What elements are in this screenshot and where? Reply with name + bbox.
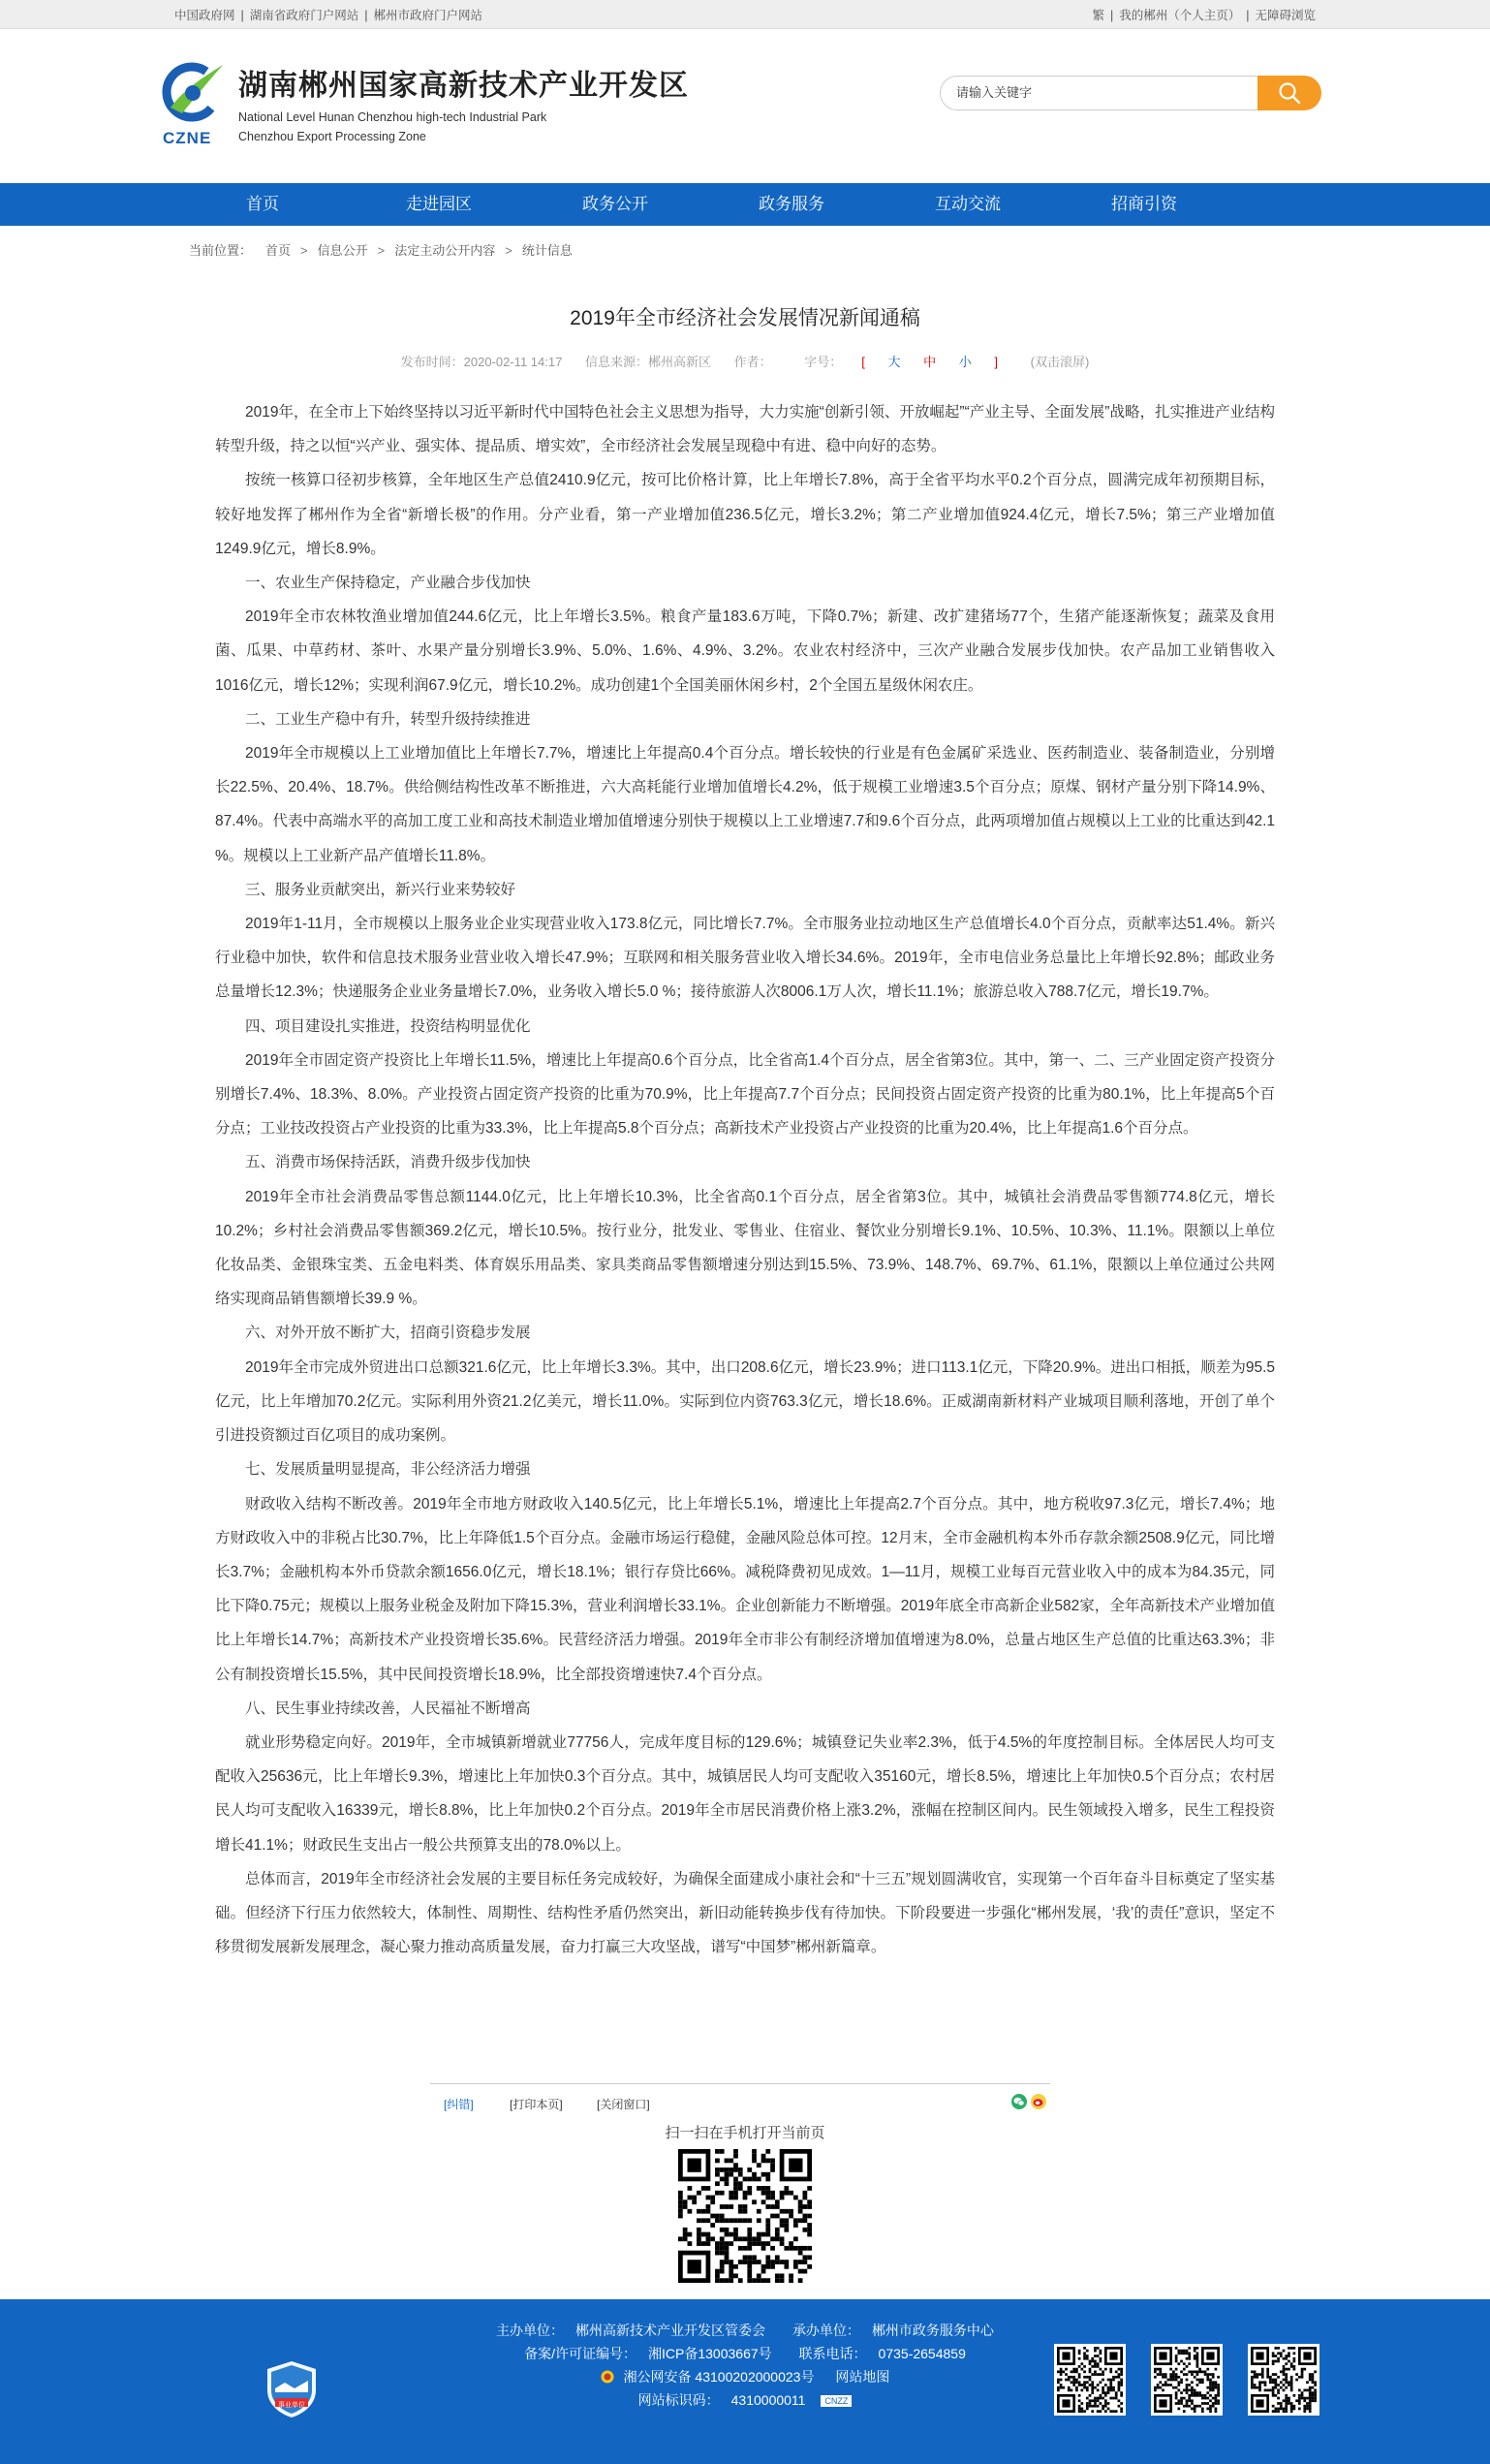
site-footer — [0, 2299, 1490, 2464]
site-id: 4310000011 — [730, 2392, 806, 2408]
top-bar — [0, 0, 1490, 29]
sitemap-link[interactable]: 网站地图 — [835, 2369, 890, 2385]
font-size-control: 字号： [ 大 中 小 ] — [804, 355, 999, 369]
article-paragraph: 就业形势稳定向好。2019年，全市城镇新增就业77756人，完成年度目标的129.6%；城镇登记失业率2.3%，低于4.5%的年度控制目标。全体居民人均可支配收入25636元，比上年增长9.3%，增速比上年加快0.3个百分点。其中，城镇居民人均可支配收入35160元，增长8.5%，增速比上年加快0.5个百分点；农村居民人均可支配收入16339元，增长8.8%，比上年加快0.2个百分点。2019年全市居民消费价格上涨3.2%，涨幅在控制区间内。民生领域投入增多，民生工程投资增长41.1%；财政民生支出占一般公共预算支出的78.0%以上。 — [215, 1733, 1275, 1854]
qr-code-icon — [1154, 2347, 1220, 2413]
article-paragraph: 二、工业生产稳中有升，转型升级持续推进 — [245, 710, 531, 728]
accessibility-link[interactable]: 无障碍浏览 — [1255, 9, 1316, 22]
scroll-hint: (双击滚屏) — [1030, 355, 1090, 369]
qr-code-icon — [678, 2149, 812, 2283]
article-paragraph: 五、消费市场保持活跃，消费升级步伐加快 — [245, 1154, 531, 1171]
article-paragraph: 2019年全市完成外贸进出口总额321.6亿元，比上年增长3.3%。其中，出口208.6亿元，增长23.9%；进口113.1亿元，下降20.9%。进出口相抵，顺差为95.5亿元，比上年增加70.2亿元。实际利用外资21.2亿美元，增长11.0%。实际到位内资763.3亿元，增长18.6%。正威湖南新材料产业城项目顺利落地，开创了单个引进投资额过百亿项目的成功案例。 — [215, 1358, 1276, 1445]
article-paragraph: 2019年1-11月，全市规模以上服务业企业实现营业收入173.8亿元，同比增长7.7%。全市服务业拉动地区生产总值增长4.0个百分点，贡献率达51.4%。新兴行业稳中加快，软件和信息技术服务业营业收入增长47.9%；互联网和相关服务营业收入增长34.6%。2019年，全市电信业务总量比上年增长92.8%；邮政业务总量增长12.3%；快递服务企业业务量增长7.0%，业务收入增长5.0 %；接待旅游人次8006.1万人次，增长11.1%；旅游总收入788.7亿元，增长19.7%。 — [215, 916, 1275, 1001]
page-qr-code — [678, 2149, 812, 2283]
logo-text: CZNE — [163, 129, 212, 147]
nav-about-park[interactable]: 走进园区 — [406, 195, 472, 213]
article-paragraph: 2019年全市规模以上工业增加值比上年增长7.7%，增速比上年提高0.4个百分点。增长较快的行业是有色金属矿采选业、医药制造业、装备制造业，分别增长22.5%、20.4%、18.7%。供给侧结构性改革不断推进，六大高耗能行业增加值增长4.2%，低于规模工业增速3.5个百分点；原煤、钢材产量分别下降14.9%、87.4%。代表中高端水平的高加工度工业和高技术制造业增加值增速分别快于规模以上工业增速7.7和9.6个百分点，此两项增加值占规模以上工业的比重达到42.1 %。规模以上工业新产品产值增长11.8%。 — [215, 745, 1275, 864]
font-small-button[interactable]: 小 — [958, 355, 972, 369]
site-logo[interactable] — [161, 59, 225, 156]
article-paragraph: 财政收入结构不断改善。2019年全市地方财政收入140.5亿元，比上年增长5.1%，增速比上年提高2.7个百分点。其中，地方税收97.3亿元，增长7.4%；地方财政收入中的非税占比30.7%，比上年降低1.5个百分点。金融市场运行稳健，金融风险总体可控。12月末，全市金融机构本外币存款余额2508.9亿元，同比增长3.7%；金融机构本外币贷款余额1656.0亿元，增长18.1%；银行存贷比66%。减税降费初见成效。1—11月，规模工业每百元营业收入中的成本为84.35元，同比下降0.75元；规模以上服务业税金及附加下降15.3%，营业利润增长33.1%。企业创新能力不断增强。2019年底全市高新企业582家，全年高新技术产业增加值比上年增长14.7%；高新技术产业投资增长35.6%。民营经济活力增强。2019年全市非公有制经济增加值增速为8.0%，总量占地区生产总值的比重达63.3%；非公有制投资增长15.5%，其中民间投资增长18.9%，比全部投资增速快7.4个百分点。 — [215, 1495, 1275, 1683]
article-paragraph: 一、农业生产保持稳定，产业融合步伐加快 — [245, 575, 531, 592]
contact-phone: 0735-2654859 — [878, 2346, 966, 2361]
article-paragraph: 四、项目建设扎实推进，投资结构明显优化 — [245, 1017, 531, 1035]
link-chenzhou-gov[interactable]: 郴州市政府门户网站 — [373, 9, 483, 22]
weibo-share-icon[interactable] — [1031, 2094, 1046, 2109]
footer-qr-2 — [1151, 2344, 1223, 2416]
font-medium-button[interactable]: 中 — [923, 355, 937, 369]
site-title-en-1: National Level Hunan Chenzhou high-tech Industrial Park — [238, 110, 547, 124]
cnzz-badge[interactable]: CNZZ — [821, 2395, 852, 2407]
police-record[interactable]: 湘公网安备 43100202000023号 — [623, 2369, 815, 2385]
footer-info: 主办单位： 郴州高新技术产业开发区管委会 承办单位： 郴州市政务服务中心 备案/许可证编号： 湘ICP备13003667号 联系电话： 0735-2654859 湘公网安备 43100202000023号 网站地图 网站标识码： 4310000011 CNZZ — [496, 2323, 994, 2408]
top-left-links: 中国政府网 | 湖南省政府门户网站 | 郴州市政府门户网站 — [174, 9, 483, 22]
font-large-button[interactable]: 大 — [887, 355, 901, 369]
qr-caption: 扫一扫在手机打开当前页 — [665, 2125, 825, 2141]
search-icon — [1277, 80, 1302, 106]
breadcrumb-statutory[interactable]: 法定主动公开内容 — [394, 243, 496, 258]
print-button[interactable]: [打印本页] — [510, 2098, 563, 2111]
search-input[interactable]: 请输入关键字 — [940, 76, 1259, 110]
article-content — [215, 395, 1275, 1964]
site-header — [0, 30, 1490, 183]
breadcrumb-label: 当前位置： — [189, 243, 253, 258]
article-paragraph: 七、发展质量明显提高，非公经济活力增强 — [245, 1461, 531, 1479]
publish-time: 发布时间：2020-02-11 14:17 — [400, 355, 563, 369]
site-title — [238, 61, 689, 146]
article-title: 2019年全市经济社会发展情况新闻通稿 — [570, 307, 920, 329]
article-paragraph: 六、对外开放不断扩大，招商引资稳步发展 — [245, 1325, 531, 1342]
article-paragraph: 八、民生事业持续改善，人民福祉不断增高 — [245, 1700, 531, 1717]
breadcrumb-home[interactable]: 首页 — [265, 243, 292, 258]
nav-investment[interactable]: 招商引资 — [1111, 195, 1177, 213]
article-paragraph: 总体而言，2019年全市经济社会发展的主要目标任务完成较好，为确保全面建成小康社会和“十三五”规划圆满收官，实现第一个百年奋斗目标奠定了坚实基础。但经济下行压力依然较大，体制性、周期性、结构性矛盾仍然突出，新旧动能转换步伐有待加快。下阶段要进一步强化“郴州发展，‘我’的责任”意识，坚定不移贯彻发展新发展理念，凝心聚力推动高质量发展，奋力打赢三大攻坚战，谱写“中国梦”郴州新篇章。 — [215, 1870, 1275, 1956]
nav-gov-affairs-open[interactable]: 政务公开 — [582, 195, 648, 213]
breadcrumb: 当前位置： 首页 > 信息公开 > 法定主动公开内容 > 统计信息 — [189, 243, 573, 258]
article-paragraph: 三、服务业贡献突出，新兴行业来势较好 — [245, 881, 516, 898]
correct-button[interactable]: [纠错] — [444, 2098, 474, 2111]
footer-qr-1 — [1054, 2344, 1126, 2416]
main-nav — [0, 183, 1490, 226]
undertake-unit: 郴州市政务服务中心 — [871, 2323, 994, 2338]
article-paragraph: 2019年全市社会消费品零售总额1144.0亿元，比上年增长10.3%，比全省高0.1个百分点，居全省第3位。其中，城镇社会消费品零售额774.8亿元，增长10.2%；乡村社会消费品零售额369.2亿元，增长10.5%。按行业分，批发业、零售业、住宿业、餐饮业分别增长9.1%、10.5%、10.3%、11.1%。限额以上单位化妆品类、金银珠宝类、五金电料类、体育娱乐用品类、家具类商品零售额增速分别达到15.5%、73.9%、148.7%、69.7%、61.1%，限额以上单位通过公共网络实现商品销售额增长39.9 %。 — [215, 1188, 1275, 1308]
breadcrumb-info-open[interactable]: 信息公开 — [317, 243, 368, 258]
close-window-button[interactable]: [关闭窗口] — [597, 2098, 650, 2111]
article-paragraph: 2019年全市农林牧渔业增加值244.6亿元，比上年增长3.5%。粮食产量183.6万吨，下降0.7%；新建、改扩建猪场77个，生猪产能逐渐恢复；蔬菜及食用菌、瓜果、中草药材、茶叶、水果产量分别增长3.9%、5.0%、1.6%、4.9%、3.2%。农业农村经济中，三次产业融合发展步伐加快。农产品加工业销售收入1016亿元，增长12%；实现利润67.9亿元，增长10.2%。成功创建1个全国美丽休闲乡村，2个全国五星级休闲农庄。 — [215, 608, 1275, 694]
search-button[interactable] — [1257, 76, 1321, 110]
czne-logo-icon — [161, 59, 225, 127]
link-hunan-gov[interactable]: 湖南省政府门户网站 — [249, 9, 359, 22]
share-icons — [1011, 2094, 1046, 2109]
traditional-chinese-link[interactable]: 繁 — [1092, 9, 1104, 22]
host-unit: 郴州高新技术产业开发区管委会 — [575, 2323, 766, 2338]
wechat-share-icon[interactable] — [1011, 2094, 1027, 2109]
author: 作者： — [733, 355, 772, 369]
nav-interaction[interactable]: 互动交流 — [935, 195, 1001, 213]
qr-code-icon — [1057, 2347, 1123, 2413]
link-gov-cn[interactable]: 中国政府网 — [174, 9, 235, 22]
top-right-links: 繁 | 我的郴州（个人主页） | 无障碍浏览 — [1092, 9, 1316, 22]
article-paragraph: 2019年，在全市上下始终坚持以习近平新时代中国特色社会主义思想为指导，大力实施“创新引领、开放崛起”“产业主导、全面发展”战略，扎实推进产业结构转型升级，持之以恒“兴产业、强实体、提品质、增实效”，全市经济社会发展呈现稳中有进、稳中向好的态势。 — [215, 404, 1275, 455]
icp-number[interactable]: 湘ICP备13003667号 — [648, 2346, 772, 2361]
info-source: 信息来源：郴州高新区 — [584, 355, 711, 369]
article-tools — [430, 2083, 1050, 2118]
badge-text: 事业单位 — [278, 2402, 305, 2409]
nav-gov-services[interactable]: 政务服务 — [759, 195, 824, 213]
article-meta — [0, 351, 1490, 374]
article-paragraph: 2019年全市固定资产投资比上年增长11.5%，增速比上年提高0.6个百分点，比全省高1.4个百分点，居全省第3位。其中，第一、二、三产业固定资产投资分别增长7.4%、18.3%、8.0%。产业投资占固定资产投资的比重为70.9%，比上年提高7.7个百分点；民间投资占固定资产投资的比重为80.1%，比上年提高5个百分点；工业技改投资占产业投资的比重为33.3%，比上年提高5.8个百分点；高新技术产业投资占产业投资的比重为20.4%，比上年提高1.6个百分点。 — [215, 1051, 1275, 1138]
my-chenzhou-link[interactable]: 我的郴州（个人主页） — [1119, 9, 1241, 22]
search-bar — [940, 76, 1321, 110]
site-title-en-2: Chenzhou Export Processing Zone — [238, 130, 426, 143]
site-title-cn: 湖南郴州国家高新技术产业开发区 — [238, 70, 689, 102]
police-badge-icon — [601, 2370, 614, 2384]
breadcrumb-statistics[interactable]: 统计信息 — [521, 243, 573, 258]
nav-home[interactable]: 首页 — [246, 195, 279, 213]
article-paragraph: 按统一核算口径初步核算，全年地区生产总值2410.9亿元，按可比价格计算，比上年增长7.8%，高于全省平均水平0.2个百分点，圆满完成年初预期目标，较好地发挥了郴州作为全省“新增长极”的作用。分产业看，第一产业增加值236.5亿元，增长3.2%；第二产业增加值924.4亿元，增长7.5%；第三产业增加值1249.9亿元，增长8.9%。 — [215, 472, 1275, 557]
qr-code-icon — [1251, 2347, 1317, 2413]
footer-qr-3 — [1248, 2344, 1319, 2416]
